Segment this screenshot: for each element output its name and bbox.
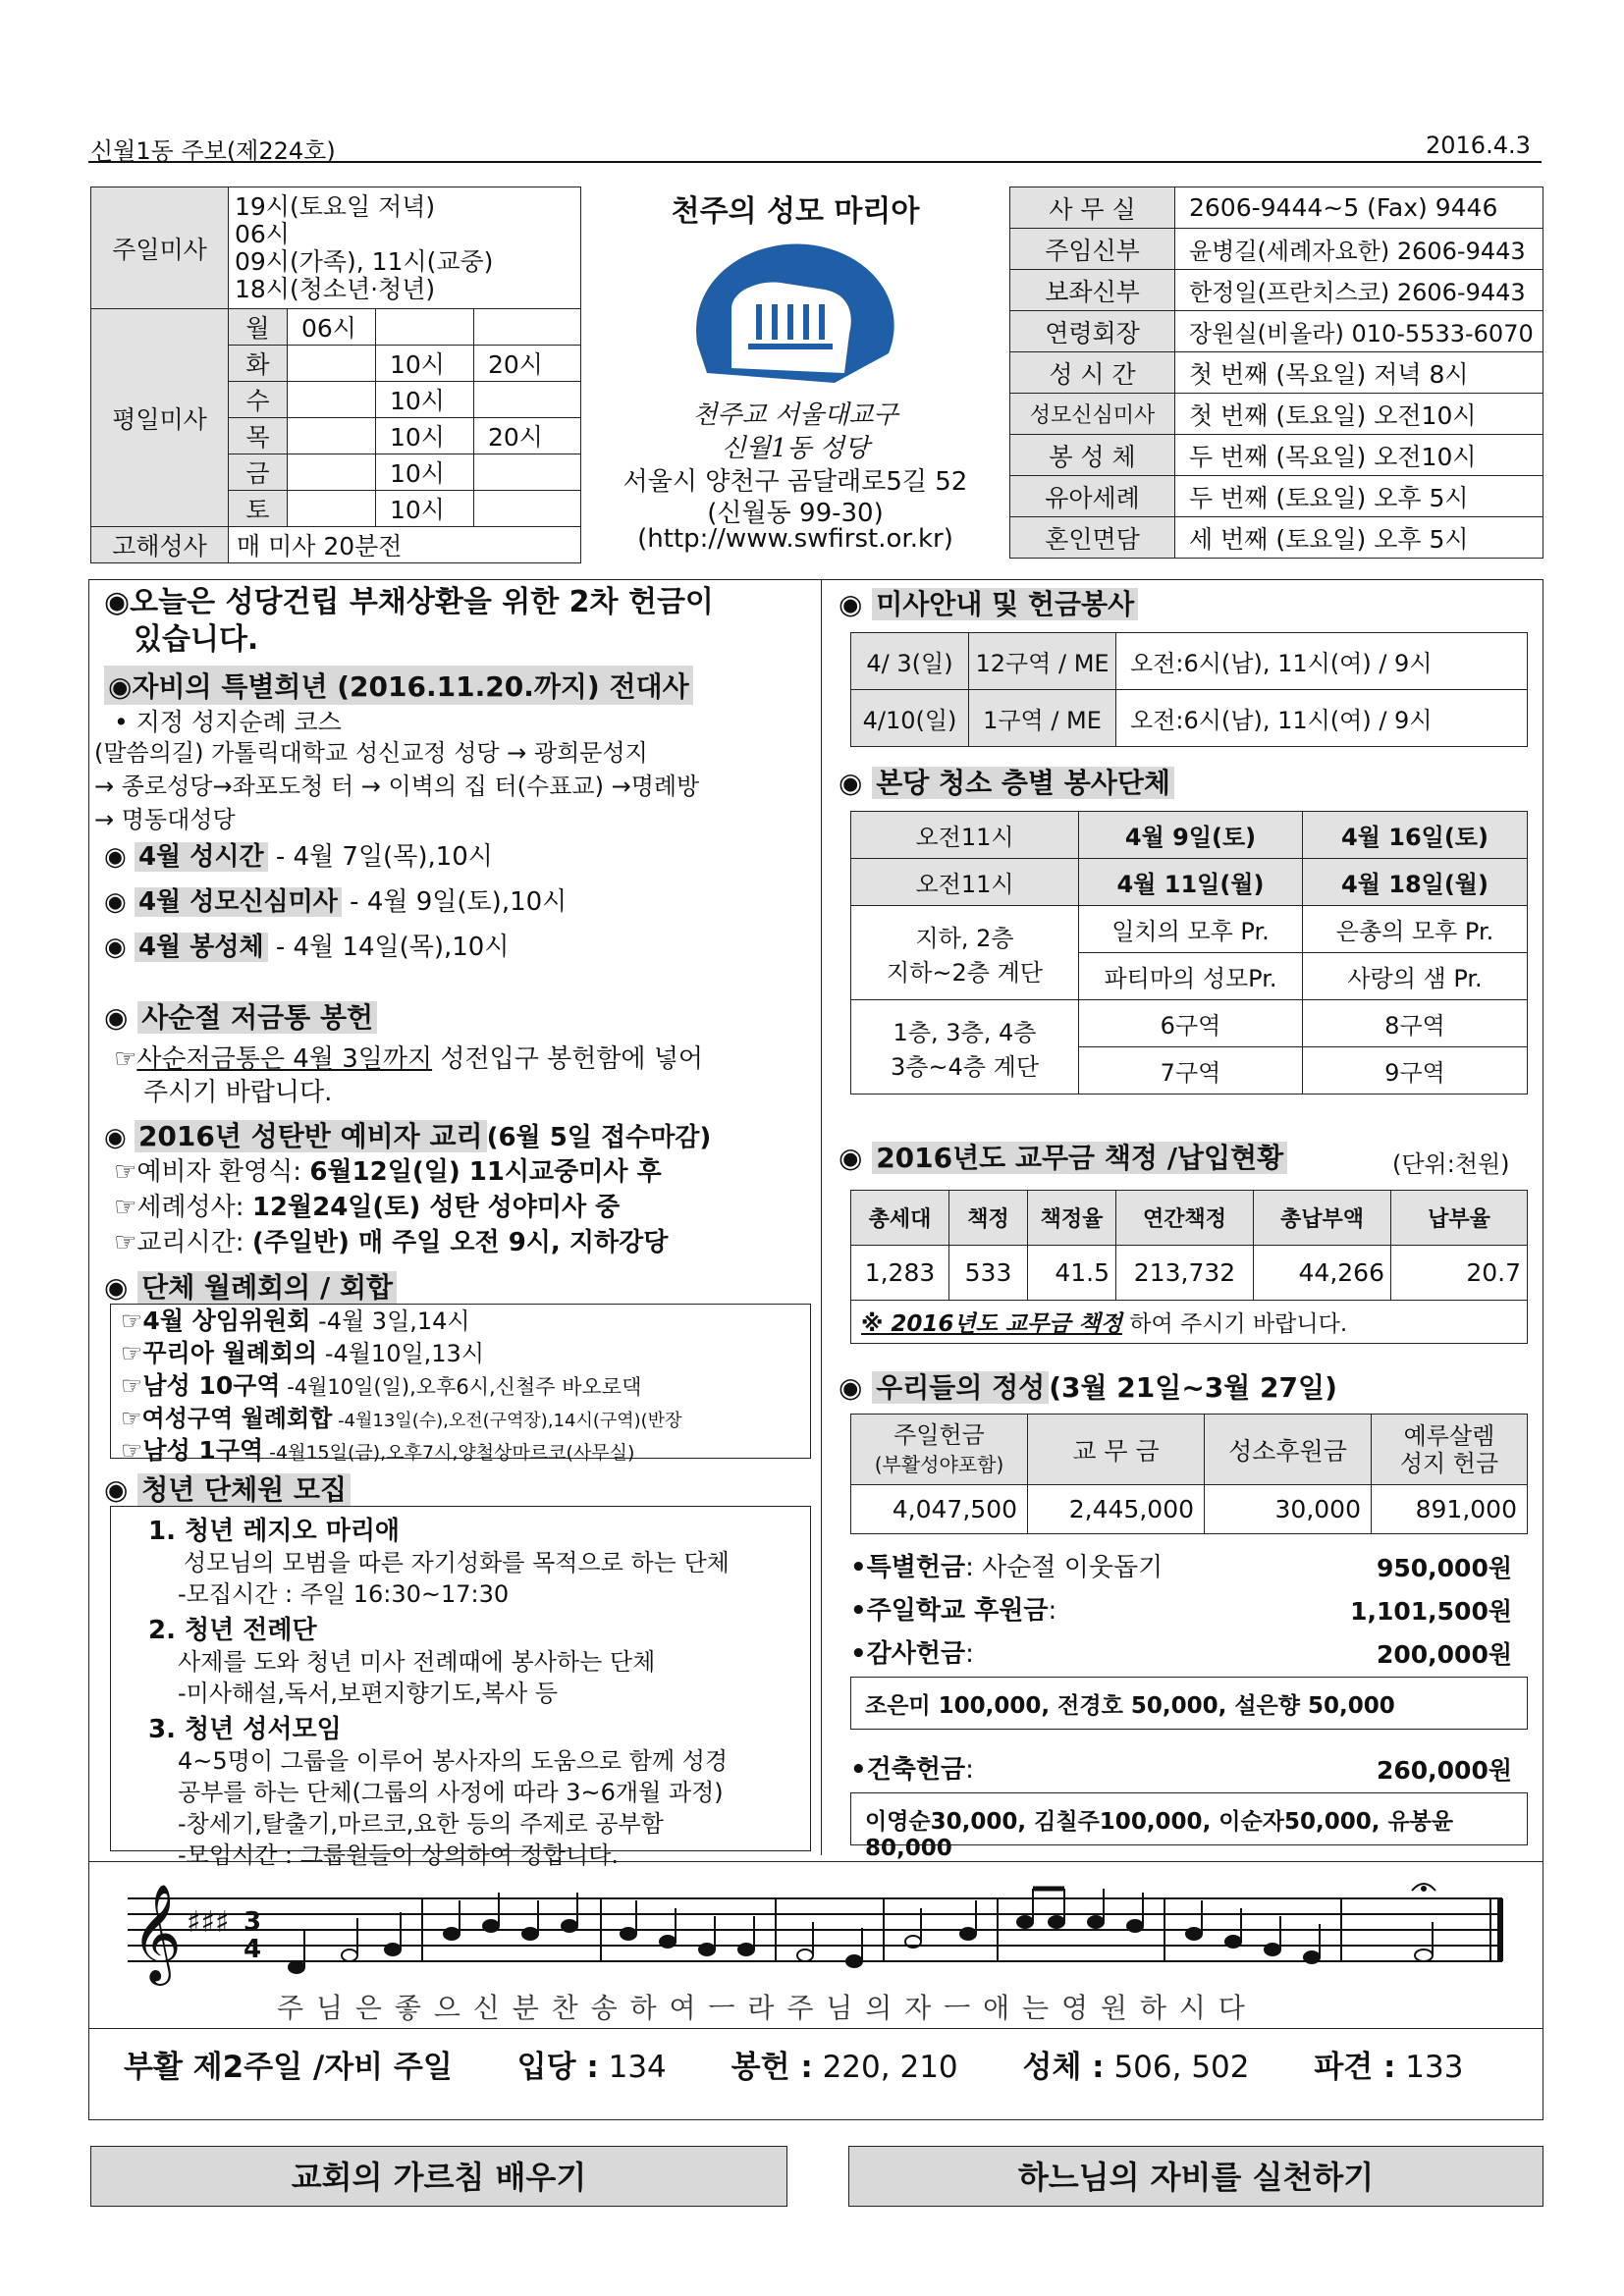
music-bottom-rule (88, 2028, 1543, 2029)
youth-group-list: 1. 청년 레지오 마리애 성모님의 모범을 따른 자기성화를 목적으로 하는 단체 -모집시간 : 주일 16:30~17:30 2. 청년 전례단 사제를 도와 청년 미사 전례때에 봉사하는 단체 -미사해설,독서,보편지향기도,복사 등 3. 청년 성서모임 4~5명이 그룹을 이루어 봉사자의 도움으로 함께 성경 공부를 하는 단체(그룹의 사정에 따라 3~6개월 과정) -창세기,탈출기,마르코,요한 등의 주제로 공부함 -모임시간 : 그룹원들이 상의하여 정합니다. (110, 1506, 811, 1851)
sunday-name: 부활 제2주일 /자비 주일 (124, 2050, 453, 2085)
bar-church-teaching: 교회의 가르침 배우기 (90, 2146, 787, 2207)
cleaning-floor-basement: 지하, 2층 지하~2층 계단 (851, 906, 1079, 1000)
xmas-catechism-details: ☞예비자 환영식: 6월12일(일) 11시교중미사 후 ☞세례성사: 12월24일(토) 성탄 성야미사 중 ☞교리시간: (주일반) 매 주일 오전 9시, 지하강당 (114, 1157, 669, 1257)
cleaning-title: ◉ 본당 청소 층별 봉사단체 (839, 762, 1174, 801)
meeting-section-title: ◉ 단체 월례회의 / 회합 (104, 1266, 397, 1306)
building-offering-amount: 260,000원 (1376, 1756, 1512, 1785)
hymn-numbers: 부활 제2주일 /자비 주일 입당 : 134 봉헌 : 220, 210 성체 : 506, 502 파견 : 133 (124, 2050, 1464, 2085)
event-home-communion: ◉ 4월 봉성체 - 4월 14일(목),10시 (104, 933, 510, 962)
parish-patron: 천주의 성모 마리아 (671, 194, 920, 229)
column-divider (821, 579, 822, 1855)
lent-line1: ☞사순저금통은 4월 3일까지 성전입구 봉헌함에 넣어 (114, 1044, 704, 1074)
sunday-school-amount: 1,101,500원 (1350, 1597, 1512, 1626)
confession-value: 매 미사 20분전 (229, 527, 581, 563)
meeting-list: ☞4월 상임위원회 -4월 3일,14시 ☞꾸리아 월례회의 -4월10일,13시 ☞남성 10구역 -4월10일(일),오후6시,신철주 바오로댁 ☞여성구역 월례회합 -4월13일(수),오전(구역장),14시(구역)(반장 ☞남성 1구역 -4월15일(금),오후7시,양철상마르코(사무실) (110, 1304, 811, 1459)
parish-logo-icon (677, 236, 913, 393)
svg-text:♯♯♯: ♯♯♯ (187, 1905, 230, 1940)
xmas-catechism-title: ◉ 2016년 성탄반 예비자 교리 (6월 5일 접수마감) (104, 1120, 712, 1152)
building-offering: •건축헌금: (850, 1755, 974, 1785)
bulletin-name: 신월1동 주보(제224호) (90, 137, 336, 165)
mass-schedule-table: 주일미사 19시(토요일 저녁) 06시 09시(가족), 11시(교중) 18시(청소년·청년) 평일미사 월 06시 화 10시 20시 수 10시 목 10시 20시 금 10시 토 10시 고해성사 매 미사 20분전 (90, 187, 581, 563)
confession-label: 고해성사 (91, 527, 229, 563)
mass-offering-table: 4/ 3(일) 12구역 / ME 오전:6시(남), 11시(여) / 9시 4/10(일) 1구역 / ME 오전:6시(남), 11시(여) / 9시 (850, 632, 1528, 747)
svg-text:4: 4 (244, 1935, 262, 1964)
bulletin-date: 2016.4.3 (1426, 132, 1531, 159)
youth-section-title: ◉ 청년 단체원 모집 (104, 1468, 351, 1508)
music-top-rule (88, 1861, 1543, 1862)
parish-url[interactable]: (http://www.swfirst.or.kr) (637, 524, 953, 554)
calligraphy-line1: 천주교 서울대교구 (692, 400, 898, 430)
parish-address: 서울시 양천구 곰달래로5길 52 (623, 467, 968, 497)
event-holy-hour: ◉ 4월 성시간 - 4월 7일(목),10시 (104, 842, 493, 872)
lent-section-title: ◉ 사순절 저금통 봉헌 (104, 996, 377, 1036)
special-offering-amount: 950,000원 (1376, 1554, 1512, 1582)
jubilee-title: ◉자비의 특별희년 (2016.11.20.까지) 전대사 (104, 666, 693, 705)
thanks-offering-names: 조은미 100,000, 전경호 50,000, 설은향 50,000 (850, 1677, 1528, 1730)
jubilee-subtitle: • 지정 성지순례 코스 (114, 708, 342, 736)
offering-table: 주일헌금 (부활성야포함) 교 무 금 성소후원금 예루살렘 성지 헌금 4,047,500 2,445,000 30,000 891,000 (850, 1414, 1528, 1534)
parish-address2: (신월동 99-30) (707, 499, 884, 528)
notice-second-collection: ◉오늘은 성당건립 부채상환을 위한 2차 헌금이 (104, 585, 714, 619)
weekday-day: 월 (229, 309, 288, 346)
event-marian-mass: ◉ 4월 성모신심미사 - 4월 9일(토),10시 (104, 887, 568, 917)
header-rule (88, 161, 1542, 163)
mass-offering-title: ◉ 미사안내 및 헌금봉사 (839, 583, 1138, 622)
building-offering-names: 이영순30,000, 김칠주100,000, 이순자50,000, 유봉윤80,000 (850, 1792, 1528, 1845)
dues-unit: (단위:천원) (1392, 1150, 1510, 1178)
hymn-lyrics: 주 님 은 좋 으 신 분 찬 송 하 여 ㅡ 라 주 님 의 자 ㅡ 애 는 영 원 하 시 다 (277, 1992, 1247, 2024)
thanks-offering: •감사헌금: (850, 1639, 974, 1669)
cleaning-floor-upper: 1층, 3층, 4층 3층~4층 계단 (851, 1000, 1079, 1095)
jubilee-route: (말씀의길) 가톨릭대학교 성신교정 성당 → 광희문성지 → 종로성당→좌포도청 터 → 이벽의 집 터(수표교) →명례방 → 명동대성당 (94, 739, 700, 833)
special-offering: •특별헌금: 사순절 이웃돕기 (850, 1553, 1164, 1582)
music-staff-icon (118, 1871, 1512, 1999)
bar-mercy-practice: 하느님의 자비를 실천하기 (848, 2146, 1543, 2207)
cleaning-table: 오전11시 4월 9일(토) 4월 16일(토) 오전11시 4월 11일(월) 4월 18일(월) 지하, 2층 지하~2층 계단 일치의 모후 Pr. 은총의 모후 Pr. 파티마의 성모Pr. 사랑의 샘 Pr. 1층, 3층, 4층 3층~4층 계단 6구역 8구역 7구역 9구역 (850, 811, 1528, 1095)
sunday-school-offering: •주일학교 후원금: (850, 1596, 1057, 1626)
offering-title: ◉ 우리들의 정성 (3월 21일~3월 27일) (839, 1371, 1337, 1404)
calligraphy-line2: 신월1동 성당 (721, 434, 870, 463)
sunday-mass-times: 19시(토요일 저녁) 06시 09시(가족), 11시(교중) 18시(청소년·청년) (229, 187, 581, 309)
contacts-table: 사 무 실 2606-9444~5 (Fax) 9446 주임신부 윤병길(세례자요한) 2606-9443 보좌신부 한정일(프란치스코) 2606-9443 연령회장 장원실(비올라) 010-5533-6070 성 시 간 첫 번째 (목요일) 저녁 8시 성모신심미사 첫 번째 (토요일) 오전10시 봉 성 체 두 번째 (목요일) 오전10시 유아세례 두 번째 (토요일) 오후 5시 혼인면담 세 번째 (토요일) 오후 5시 (1009, 187, 1543, 559)
sunday-mass-label: 주일미사 (91, 187, 229, 309)
thanks-offering-amount: 200,000원 (1376, 1640, 1512, 1669)
dues-title: ◉ 2016년도 교무금 책정 /납입현황 (839, 1137, 1287, 1176)
svg-text:3: 3 (244, 1907, 262, 1937)
lent-line2: 주시기 바랍니다. (143, 1078, 333, 1107)
dues-note: ※ 2016년도 교무금 책정 하여 주시기 바랍니다. (851, 1301, 1528, 1344)
dues-table: 총세대 책정 책정율 연간책정 총납부액 납부율 1,283 533 41.5 213,732 44,266 20.7 ※ 2016년도 교무금 책정 하여 주시기 바랍니다. (850, 1190, 1528, 1344)
svg-text:𝄞: 𝄞 (132, 1884, 182, 1982)
notice-second-collection-2: 있습니다. (134, 622, 259, 657)
weekday-mass-label: 평일미사 (91, 309, 229, 527)
